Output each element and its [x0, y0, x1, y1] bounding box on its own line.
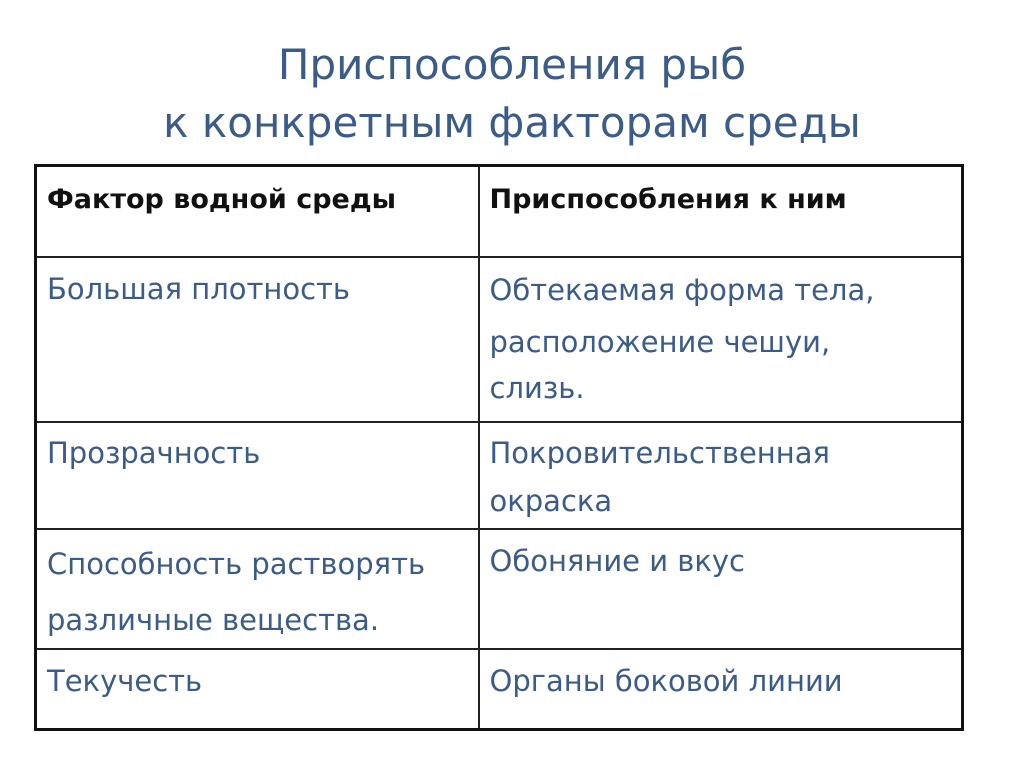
table-row [36, 257, 963, 422]
factor-cell [36, 422, 479, 529]
cell-text: окраска [489, 484, 613, 518]
factor-cell [36, 529, 479, 649]
factor-cell [36, 649, 479, 730]
cell-text: расположение чешуи, [489, 325, 831, 359]
cell-text: Прозрачность [47, 436, 261, 470]
cell-text: слизь. [489, 371, 585, 405]
cell-text: Способность растворять [47, 547, 426, 581]
table-row [36, 529, 963, 649]
table-header-row [36, 166, 963, 258]
table-row [36, 422, 963, 529]
cell-text: различные вещества. [47, 603, 380, 637]
factor-cell [36, 257, 479, 422]
cell-text: Текучесть [47, 664, 203, 698]
cell-text: Обоняние и вкус [489, 544, 746, 578]
slide-title [0, 36, 1024, 152]
adaptation-cell [479, 257, 963, 422]
cell-text: Обтекаемая форма тела, [489, 273, 875, 307]
header-adaptation: Приспособления к ним [479, 166, 963, 258]
title-line-1: Приспособления рыб [277, 40, 747, 89]
adaptation-cell [479, 422, 963, 529]
cell-text: Большая плотность [47, 272, 350, 306]
table-row [36, 649, 963, 730]
title-line-2: к конкретным факторам среды [163, 98, 861, 147]
header-factor: Фактор водной среды [36, 166, 479, 258]
adaptations-table [34, 164, 964, 731]
adaptation-cell [479, 529, 963, 649]
cell-text: Покровительственная [489, 436, 830, 470]
adaptation-cell [479, 649, 963, 730]
cell-text: Органы боковой линии [489, 664, 843, 698]
